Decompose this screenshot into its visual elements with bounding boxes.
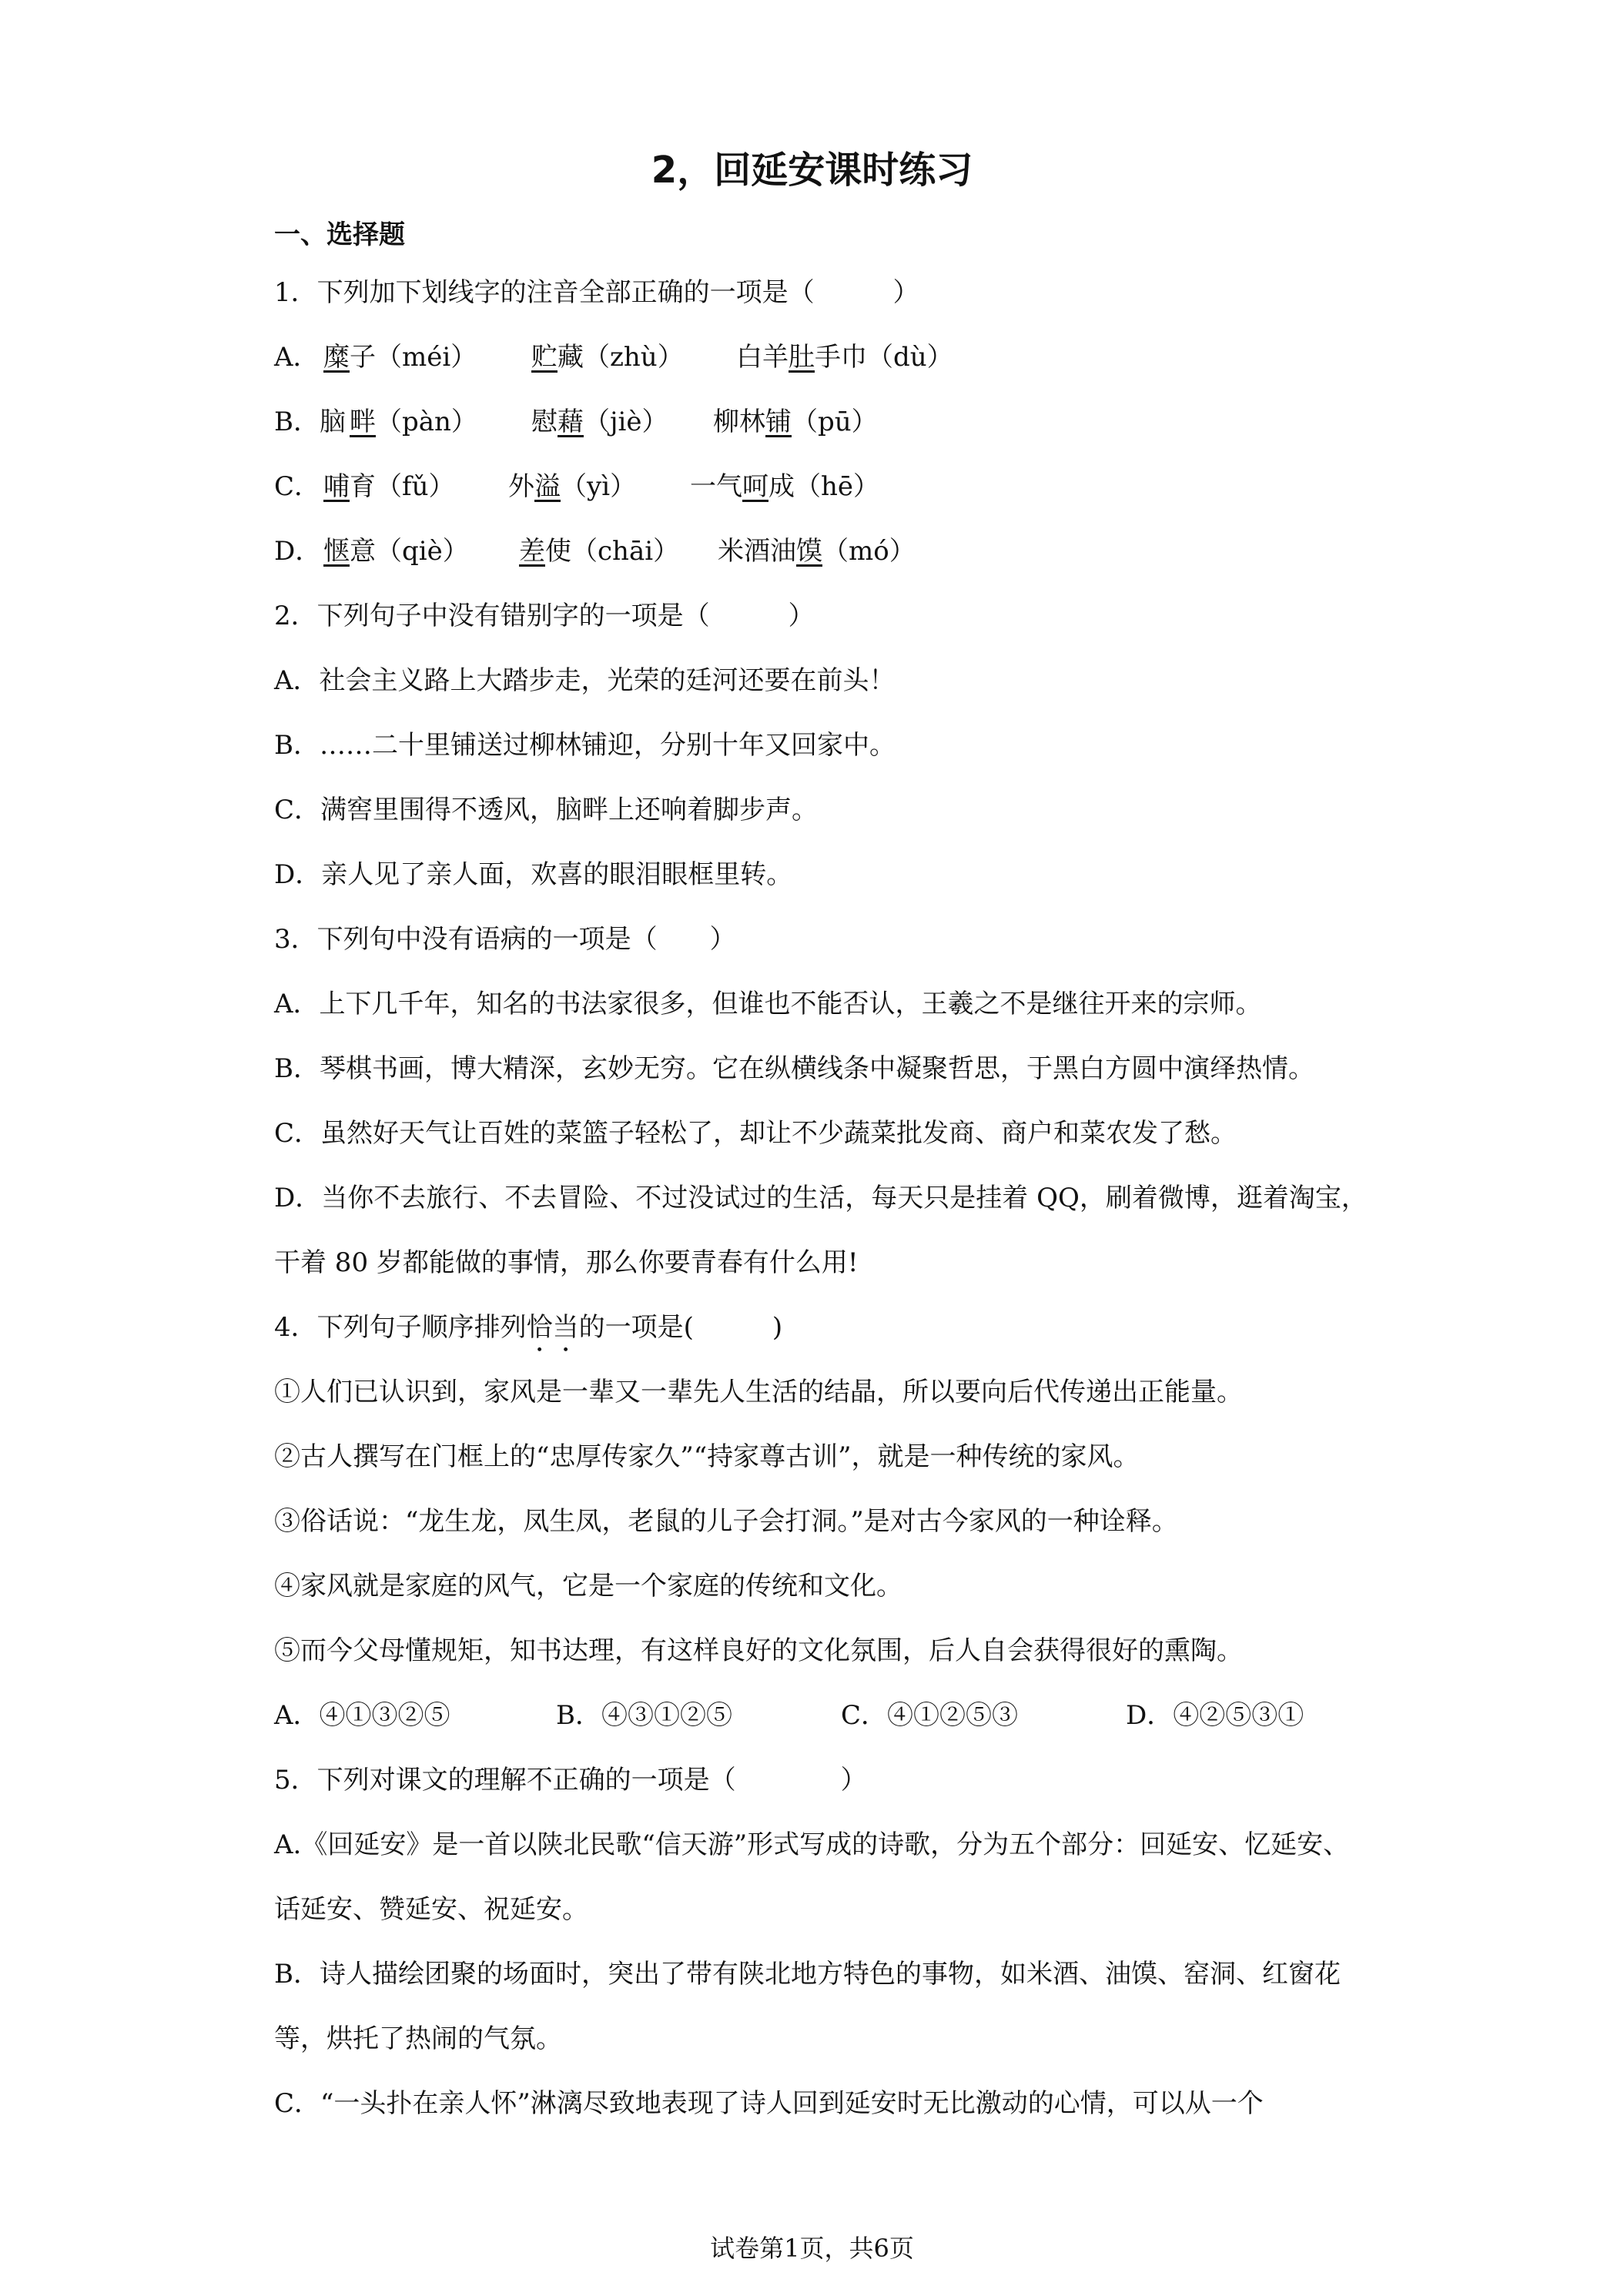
q1-option-b[interactable]: B．脑 畔（pàn） 慰藉（jiè） 柳林铺（pū）	[274, 390, 1368, 454]
q4-option-d[interactable]: D．④②⑤③①	[1126, 1700, 1304, 1731]
q1-c-label: C．	[274, 471, 321, 502]
q2-option-b[interactable]: B．……二十里铺送过柳林铺迎，分别十年又回家中。	[274, 730, 896, 761]
q4-option-b[interactable]: B．④③①②⑤	[556, 1700, 732, 1731]
q1-option-c[interactable]: C． 哺育（fǔ） 外溢（yì） 一气呵成（hē）	[274, 454, 1368, 519]
q1-option-d[interactable]: D． 惬意（qiè） 差使（chāi） 米酒油馍（mó）	[274, 519, 1368, 584]
q4-emphasized-word: 恰当	[526, 1312, 579, 1343]
q1-option-a[interactable]: A． 糜子（méi） 贮藏（zhù） 白羊肚手巾（dù）	[274, 325, 1368, 390]
q1-d-underlined-2: 差	[519, 536, 545, 567]
q3-stem: 3．下列句中没有语病的一项是（ ）	[274, 924, 736, 955]
q5-option-c[interactable]: C．“一头扑在亲人怀”淋漓尽致地表现了诗人回到延安时无比激动的心情，可以从一个	[274, 2088, 1264, 2119]
q1-b-underlined-2: 藉	[558, 407, 584, 437]
q1-b-underlined-3: 铺	[765, 407, 792, 437]
q1-a-underlined-2: 贮	[531, 342, 558, 373]
q1-stem: 1．下列加下划线字的注音全部正确的一项是（ ）	[274, 277, 919, 308]
q4-sentence-2: ②古人撰写在门框上的“忠厚传家久”“持家尊古训”，就是一种传统的家风。	[274, 1441, 1140, 1472]
q2-option-c[interactable]: C．满窖里围得不透风，脑畔上还响着脚步声。	[274, 795, 819, 825]
q1-b-underlined-1: 畔	[350, 407, 376, 437]
page-footer: 试卷第1页，共6页	[710, 2234, 914, 2263]
q3-option-c[interactable]: C．虽然好天气让百姓的菜篮子轻松了，却让不少蔬菜批发商、商户和菜农发了愁。	[274, 1118, 1237, 1149]
q3-option-d[interactable]: D．当你不去旅行、不去冒险、不过没试过的生活，每天只是挂着 QQ，刷着微博，逛着淘宝，干着 80 岁都能做的事情，那么你要青春有什么用!	[274, 1183, 1368, 1278]
q1-a-underlined-3: 肚	[789, 342, 815, 373]
q1-c-underlined-3: 呵	[742, 471, 768, 502]
q1-a-label: A．	[274, 342, 320, 373]
question-content	[274, 260, 1368, 2136]
q5-option-b[interactable]: B．诗人描绘团聚的场面时，突出了带有陕北地方特色的事物，如米酒、油馍、窑洞、红窗花等，烘托了热闹的气氛。	[274, 1959, 1341, 2054]
q2-option-a[interactable]: A．社会主义路上大踏步走，光荣的廷河还要在前头！	[274, 665, 896, 696]
q4-option-a[interactable]: A．④①③②⑤	[274, 1700, 450, 1731]
q1-a-underlined-1: 糜	[323, 342, 350, 373]
q1-c-underlined-1: 哺	[323, 471, 350, 502]
q2-option-d[interactable]: D．亲人见了亲人面，欢喜的眼泪眼框里转。	[274, 859, 793, 890]
q4-sentence-5: ⑤而今父母懂规矩，知书达理，有这样良好的文化氛围，后人自会获得很好的熏陶。	[274, 1635, 1243, 1666]
page-title: 2，回延安课时练习	[651, 149, 973, 192]
q4-sentence-3: ③俗话说：“龙生龙，凤生凤，老鼠的儿子会打洞。”是对古今家风的一种诠释。	[274, 1506, 1178, 1537]
q5-option-a[interactable]: A.《回延安》是一首以陕北民歌“信天游”形式写成的诗歌，分为五个部分：回延安、忆延安、话延安、赞延安、祝延安。	[274, 1829, 1350, 1925]
q4-sentence-1: ①人们已认识到，家风是一辈又一辈先人生活的结晶，所以要向后代传递出正能量。	[274, 1377, 1243, 1407]
q1-d-underlined-3: 馍	[796, 536, 822, 567]
q4-option-c[interactable]: C．④①②⑤③	[841, 1700, 1019, 1731]
q5-stem: 5．下列对课文的理解不正确的一项是（ ）	[274, 1765, 867, 1796]
q4-options	[274, 1683, 1368, 1748]
q2-stem: 2．下列句子中没有错别字的一项是（ ）	[274, 601, 815, 631]
q1-d-underlined-1: 惬	[323, 536, 350, 567]
q4-sentence-4: ④家风就是家庭的风气，它是一个家庭的传统和文化。	[274, 1571, 902, 1602]
q3-option-b[interactable]: B．琴棋书画，博大精深，玄妙无穷。它在纵横线条中凝聚哲思，于黑白方圆中演绎热情。	[274, 1053, 1314, 1084]
q1-d-label: D．	[274, 536, 322, 567]
q1-c-underlined-2: 溢	[534, 471, 561, 502]
q4-stem: 4．下列句子顺序排列恰当的一项是( )	[274, 1312, 783, 1343]
q1-b-label: B．脑	[274, 407, 346, 437]
section-heading: 一、选择题	[274, 219, 405, 250]
q3-option-a[interactable]: A．上下几千年，知名的书法家很多，但谁也不能否认，王羲之不是继往开来的宗师。	[274, 989, 1262, 1019]
